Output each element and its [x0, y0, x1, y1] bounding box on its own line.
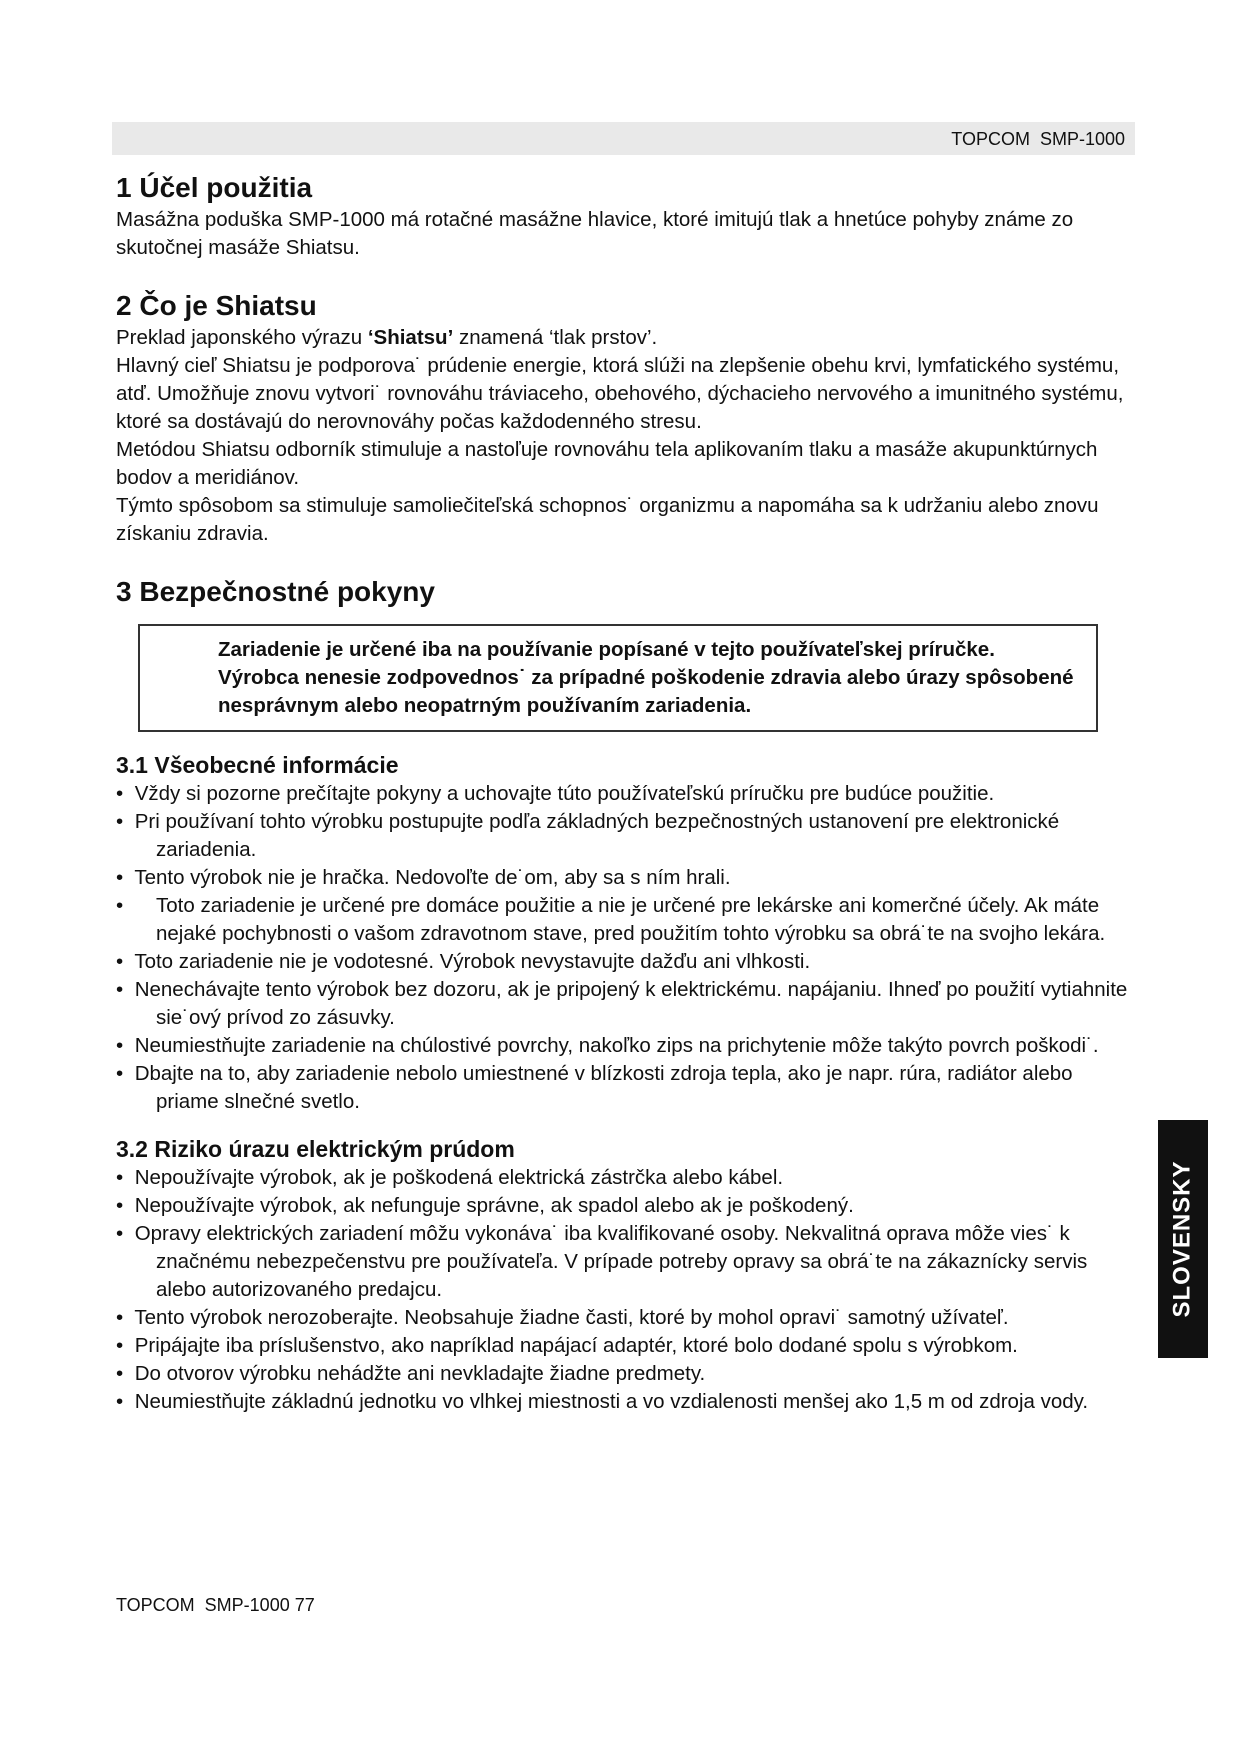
section-2-paragraph-2: Metódou Shiatsu odborník stimuluje a nastoľuje rovnováhu tela aplikovaním tlaku a masáže akupunktúrnych bodov a meridiánov.	[116, 438, 1098, 489]
section-3-title: 3 Bezpečnostné pokyny	[116, 576, 435, 607]
list-item: • Opravy elektrických zariadení môžu vykonáva˙ iba kvalifikované osoby. Nekvalitná oprava môže vies˙ k značnému nebezpečenstvu pre používateľa. V prípade potreby opravy sa obrá˙te na zákaznícky servis alebo autorizovaného predajcu.	[116, 1222, 1088, 1301]
electric-risk-list	[116, 1164, 1131, 1416]
list-item: • Nepoužívajte výrobok, ak nefunguje správne, ak spadol alebo ak je poškodený.	[116, 1194, 854, 1217]
list-item: • Pri používaní tohto výrobku postupujte podľa základných bezpečnostných ustanovení pre elektronické zariadenia.	[116, 810, 1060, 861]
list-item: • Tento výrobok nerozoberajte. Neobsahuje žiadne časti, ktoré by mohol opravi˙ samotný užívateľ.	[116, 1306, 1009, 1329]
section-2-intro: Preklad japonského výrazu ‘Shiatsu’ znamená ‘tlak prstov’.	[116, 326, 658, 349]
page-footer: TOPCOM SMP-1000 77	[116, 1595, 315, 1615]
header-product-name: TOPCOM SMP-1000	[951, 129, 1125, 149]
list-item: • Do otvorov výrobku nehádžte ani nevkladajte žiadne predmety.	[116, 1362, 706, 1385]
list-item: • Dbajte na to, aby zariadenie nebolo umiestnené v blízkosti zdroja tepla, ako je napr. rúra, radiátor alebo priame slnečné svetlo.	[116, 1062, 1073, 1113]
list-item: • Toto zariadenie nie je vodotesné. Výrobok nevystavujte dažďu ani vlhkosti.	[116, 950, 811, 973]
page-content	[116, 170, 1131, 1416]
section-2-title: 2 Čo je Shiatsu	[116, 290, 317, 321]
list-item: • Toto zariadenie je určené pre domáce použitie a nie je určené pre lekárske ani komerčné účely. Ak máte nejaké pochybnosti o vašom zdravotnom stave, pred použitím tohto výrobku sa obrá˙te na svojho lekára.	[116, 894, 1106, 945]
page-header	[112, 122, 1135, 155]
list-item: • Vždy si pozorne prečítajte pokyny a uchovajte túto používateľskú príručku pre budúce použitie.	[116, 782, 995, 805]
section-2-paragraph-1: Hlavný cieľ Shiatsu je podporova˙ prúdenie energie, ktorá slúži na zlepšenie obehu krvi, lymfatického systému, atď. Umožňuje znovu vytvori˙ rovnováhu tráviaceho, obehového, dýchacieho nervového a imunitného systému, ktoré sa dostávajú do nerovnováhy počas každodenného stresu.	[116, 354, 1124, 433]
subsection-3-1-title: 3.1 Všeobecné informácie	[116, 752, 399, 778]
list-item: • Neumiestňujte zariadenie na chúlostivé povrchy, nakoľko zips na prichytenie môže takýto povrch poškodi˙.	[116, 1034, 1099, 1057]
general-info-list	[116, 780, 1131, 1116]
list-item: • Pripájajte iba príslušenstvo, ako napríklad napájací adaptér, ktoré bolo dodané spolu s výrobkom.	[116, 1334, 1018, 1357]
safety-notice-box: Zariadenie je určené iba na používanie popísané v tejto používateľskej príručke. Výrobca nenesie zodpovednos˙ za prípadné poškodenie zdravia alebo úrazy spôsobené nesprávnym alebo neopatrným používaním zariadenia.	[138, 624, 1098, 732]
language-tab-label: SLOVENSKY	[1169, 1160, 1196, 1318]
language-tab	[1158, 1120, 1208, 1358]
list-item: • Tento výrobok nie je hračka. Nedovoľte de˙om, aby sa s ním hrali.	[116, 866, 731, 889]
subsection-3-2-title: 3.2 Riziko úrazu elektrickým prúdom	[116, 1136, 515, 1162]
section-1-title: 1 Účel použitia	[116, 172, 313, 203]
list-item: • Neumiestňujte základnú jednotku vo vlhkej miestnosti a vo vzdialenosti menšej ako 1,5 m od zdroja vody.	[116, 1390, 1089, 1413]
shiatsu-term: ‘Shiatsu’	[367, 326, 454, 349]
section-2-paragraph-3: Týmto spôsobom sa stimuluje samoliečiteľská schopnos˙ organizmu a napomáha sa k udržaniu alebo znovu získaniu zdravia.	[116, 494, 1099, 545]
section-1-text: Masážna poduška SMP-1000 má rotačné masážne hlavice, ktoré imitujú tlak a hnetúce pohyby známe zo skutočnej masáže Shiatsu.	[116, 208, 1074, 259]
list-item: • Nenechávajte tento výrobok bez dozoru, ak je pripojený k elektrickému. napájaniu. Ihneď po použití vytiahnite sie˙ový prívod zo zásuvky.	[116, 978, 1128, 1029]
list-item: • Nepoužívajte výrobok, ak je poškodená elektrická zástrčka alebo kábel.	[116, 1166, 784, 1189]
